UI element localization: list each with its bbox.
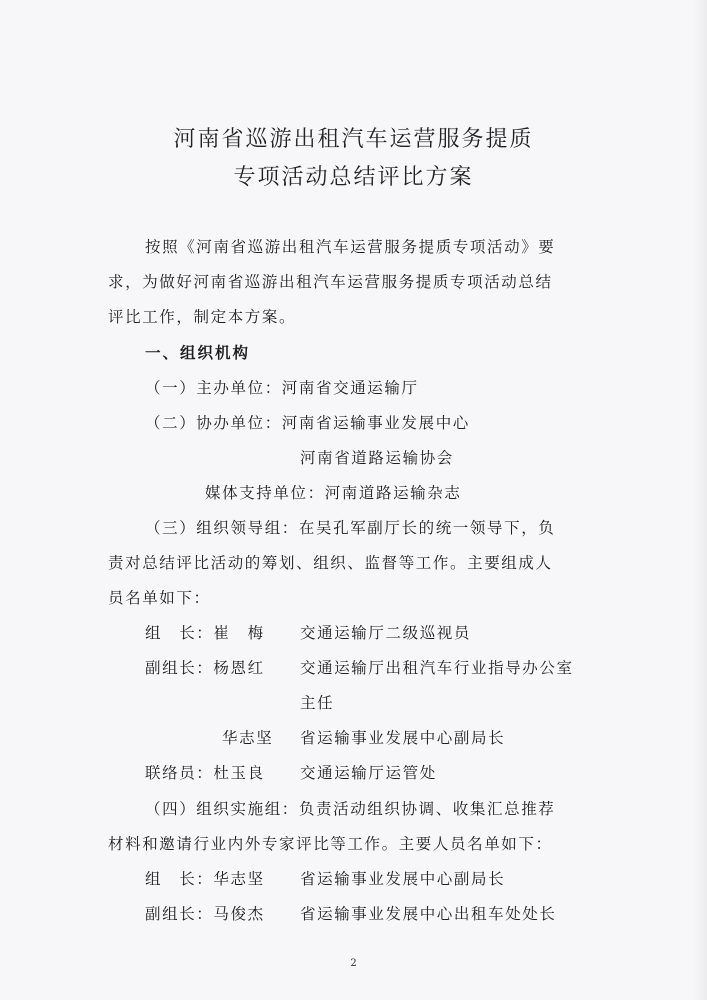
document-title-line-2: 专项活动总结评比方案 <box>233 165 474 190</box>
leader-group-line-1: （三）组织领导组：在吴孔军副厅长的统一领导下，负 <box>145 519 556 537</box>
leader-group-line-3: 员名单如下： <box>108 589 211 607</box>
scan-edge-shadow <box>693 0 707 1000</box>
section-heading-organization: 一、组织机构 <box>145 344 251 362</box>
co-host-unit-1: （二）协办单位：河南省运输事业发展中心 <box>145 414 470 432</box>
member-duty: 交通运输厅二级巡视员 <box>300 624 472 642</box>
member-role: 副组长：马俊杰 <box>145 905 265 923</box>
leader-group-line-2: 责对总结评比活动的筹划、组织、监督等工作。主要组成人 <box>108 554 553 572</box>
co-host-unit-2: 河南省道路运输协会 <box>300 449 454 467</box>
intro-paragraph-line-2: 求，为做好河南省巡游出租汽车运营服务提质专项活动总结 <box>108 273 553 291</box>
member-role: 组 长：崔 梅 <box>145 624 265 642</box>
intro-paragraph-line-1: 按照《河南省巡游出租汽车运营服务提质专项活动》要 <box>145 238 556 256</box>
member-role: 华志坚 <box>222 729 274 747</box>
host-unit: （一）主办单位：河南省交通运输厅 <box>145 379 419 397</box>
member-duty: 交通运输厅运管处 <box>300 764 437 782</box>
intro-paragraph-line-3: 评比工作，制定本方案。 <box>108 308 297 326</box>
member-duty: 主任 <box>300 694 335 712</box>
member-role: 组 长：华志坚 <box>145 870 265 888</box>
document-title-line-1: 河南省巡游出租汽车运营服务提质 <box>173 127 534 152</box>
exec-group-line-2: 材料和邀请行业内外专家评比等工作。主要人员名单如下： <box>108 835 553 853</box>
member-duty: 省运输事业发展中心副局长 <box>300 870 506 888</box>
member-role: 联络员：杜玉良 <box>145 764 265 782</box>
member-role: 副组长：杨恩红 <box>145 659 265 677</box>
member-duty: 交通运输厅出租汽车行业指导办公室 <box>300 659 574 677</box>
page-number: 2 <box>350 958 357 969</box>
member-duty: 省运输事业发展中心副局长 <box>300 729 506 747</box>
member-duty: 省运输事业发展中心出租车处处长 <box>300 905 557 923</box>
media-support-unit: 媒体支持单位：河南道路运输杂志 <box>205 484 462 502</box>
exec-group-line-1: （四）组织实施组：负责活动组织协调、收集汇总推荐 <box>145 800 556 818</box>
